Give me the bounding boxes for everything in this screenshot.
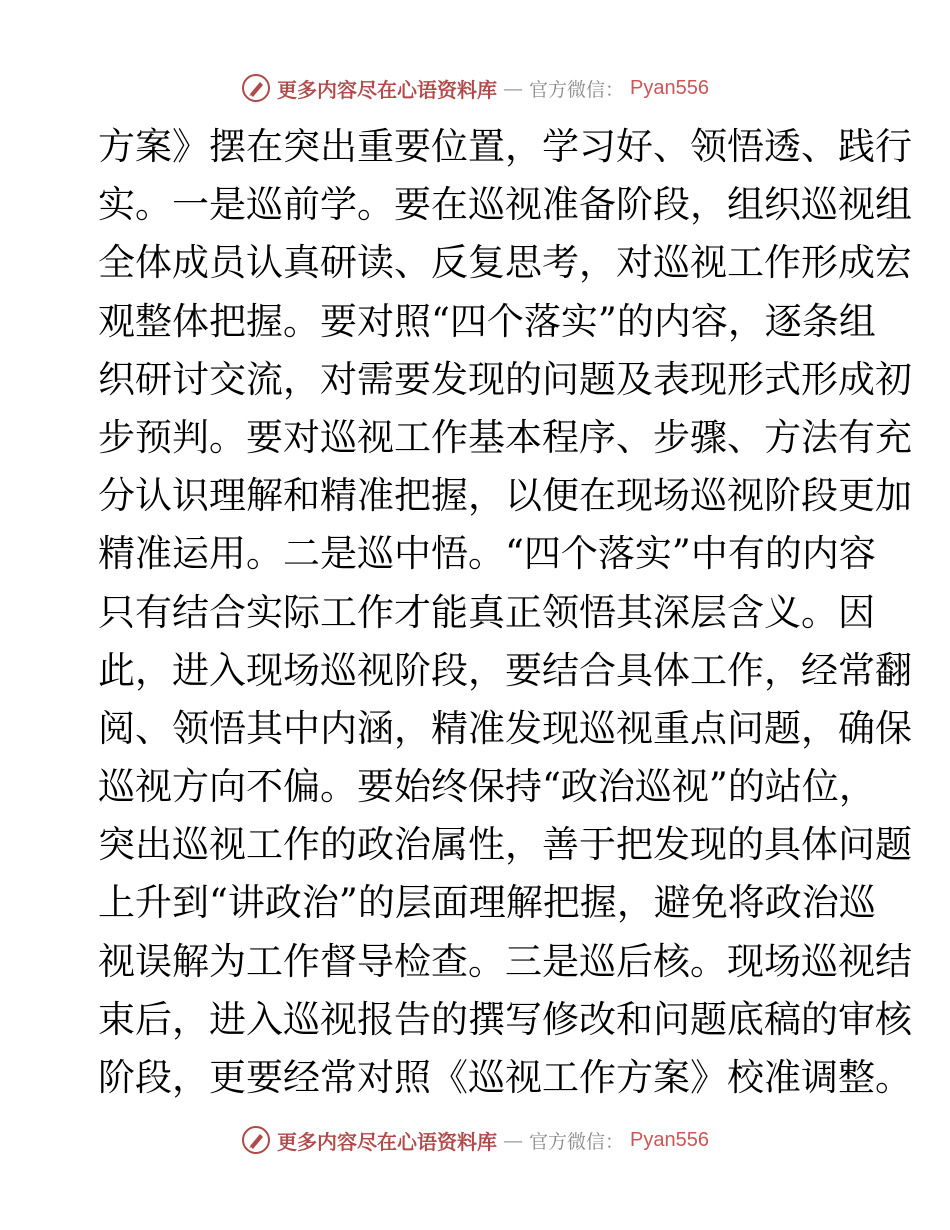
text-line: 上升到“讲政治”的层面理解把握，避免将政治巡 [98, 881, 876, 925]
text-line: 突出巡视工作的政治属性，善于把发现的具体问题 [98, 823, 912, 867]
text-line: 巡视方向不偏。要始终保持“政治巡视”的站位， [98, 765, 876, 809]
text-line: 全体成员认真研读、反复思考，对巡视工作形成宏 [98, 241, 912, 285]
header-watermark [0, 70, 950, 106]
text-line: 阅、领悟其中内涵，精准发现巡视重点问题，确保 [98, 706, 912, 750]
text-line: 实。一是巡前学。要在巡视准备阶段，组织巡视组 [98, 183, 912, 227]
text-line: 观整体把握。要对照“四个落实”的内容，逐条组 [98, 299, 876, 343]
watermark-dash: — [503, 1128, 523, 1152]
document-body [98, 118, 912, 1107]
pen-logo-icon [241, 1125, 271, 1155]
text-line: 视误解为工作督导检查。三是巡后核。现场巡视结 [98, 939, 912, 983]
text-line: 阶段，更要经常对照《巡视工作方案》校准调整。 [98, 1056, 912, 1099]
watermark-brand: 更多内容尽在心语资料库 [277, 1129, 497, 1154]
text-line: 只有结合实际工作才能真正领悟其深层含义。因 [98, 590, 875, 634]
footer-watermark [0, 1122, 950, 1158]
text-line: 步预判。要对巡视工作基本程序、步骤、方法有充 [98, 415, 912, 459]
text-line: 精准运用。二是巡中悟。“四个落实”中有的内容 [98, 532, 876, 576]
watermark-official: 官方微信： [529, 78, 625, 101]
watermark-brand: 更多内容尽在心语资料库 [277, 77, 497, 102]
text-line: 束后，进入巡视报告的撰写修改和问题底稿的审核 [98, 997, 912, 1041]
watermark-id: Pyan556 [630, 76, 709, 99]
pen-logo-icon [241, 73, 271, 103]
watermark-id: Pyan556 [630, 1128, 709, 1151]
text-line: 织研讨交流，对需要发现的问题及表现形式形成初 [98, 357, 912, 401]
text-line: 分认识理解和精准把握，以便在现场巡视阶段更加 [98, 474, 912, 518]
text-line: 此，进入现场巡视阶段，要结合具体工作，经常翻 [98, 648, 912, 692]
text-line: 方案》摆在突出重要位置，学习好、领悟透、践行 [98, 125, 912, 168]
watermark-official: 官方微信： [529, 1130, 625, 1153]
watermark-dash: — [503, 76, 523, 100]
